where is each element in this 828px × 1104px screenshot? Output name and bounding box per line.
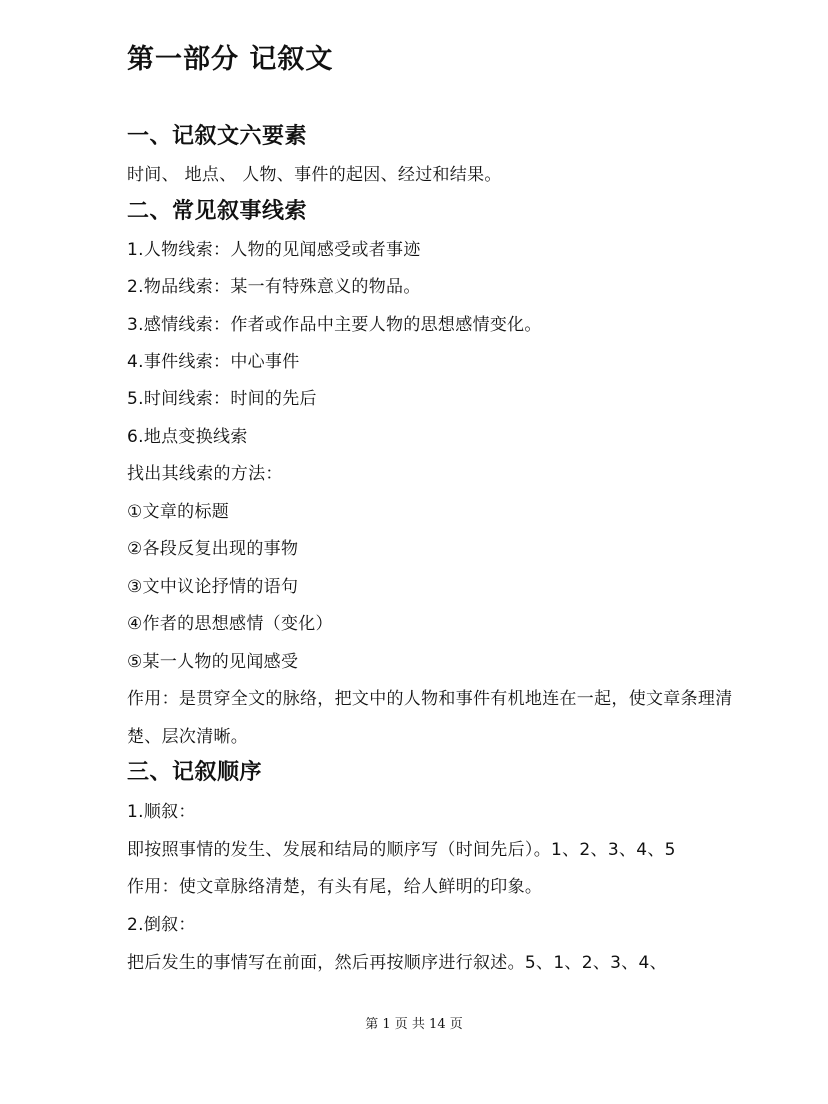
paragraph-line: 2.物品线索：某一有特殊意义的物品。	[127, 277, 421, 297]
section-heading-1: 一、记叙文六要素	[127, 124, 308, 149]
paragraph-line: 即按照事情的发生、发展和结局的顺序写（时间先后）。1、2、3、4、5	[127, 840, 676, 860]
paragraph-line: 1.顺叙：	[127, 802, 196, 822]
paragraph-line: 1.人物线索：人物的见闻感受或者事迹	[127, 240, 421, 260]
paragraph-line: 3.感情线索：作者或作品中主要人物的思想感情变化。	[127, 315, 542, 335]
paragraph-line: 时间、 地点、 人物、事件的起因、经过和结果。	[127, 165, 502, 185]
paragraph-line: ⑤某一人物的见闻感受	[127, 652, 299, 672]
paragraph-line: 作用：是贯穿全文的脉络，把文中的人物和事件有机地连在一起，使文章条理清	[127, 689, 733, 709]
paragraph-line: 作用：使文章脉络清楚，有头有尾，给人鲜明的印象。	[127, 877, 543, 897]
paragraph-line: 5.时间线索：时间的先后	[127, 389, 317, 409]
paragraph-line: 4.事件线索：中心事件	[127, 352, 300, 372]
paragraph-line: 6.地点变换线索	[127, 427, 248, 447]
paragraph-line: ①文章的标题	[127, 502, 230, 522]
page-footer: 第 1 页 共 14 页	[365, 1017, 463, 1032]
section-heading-2: 二、常见叙事线索	[127, 199, 308, 224]
paragraph-line: ③文中议论抒情的语句	[127, 577, 299, 597]
paragraph-line: 把后发生的事情写在前面，然后再按顺序进行叙述。5、1、2、3、4、	[127, 953, 667, 973]
page-title: 第一部分 记叙文	[127, 44, 334, 75]
paragraph-line: 楚、层次清晰。	[127, 727, 249, 747]
section-heading-3: 三、记叙顺序	[127, 760, 263, 785]
paragraph-line: 找出其线索的方法：	[127, 464, 283, 484]
paragraph-line: 2.倒叙：	[127, 915, 196, 935]
paragraph-line: ②各段反复出现的事物	[127, 539, 299, 559]
paragraph-line: ④作者的思想感情（变化）	[127, 614, 333, 634]
